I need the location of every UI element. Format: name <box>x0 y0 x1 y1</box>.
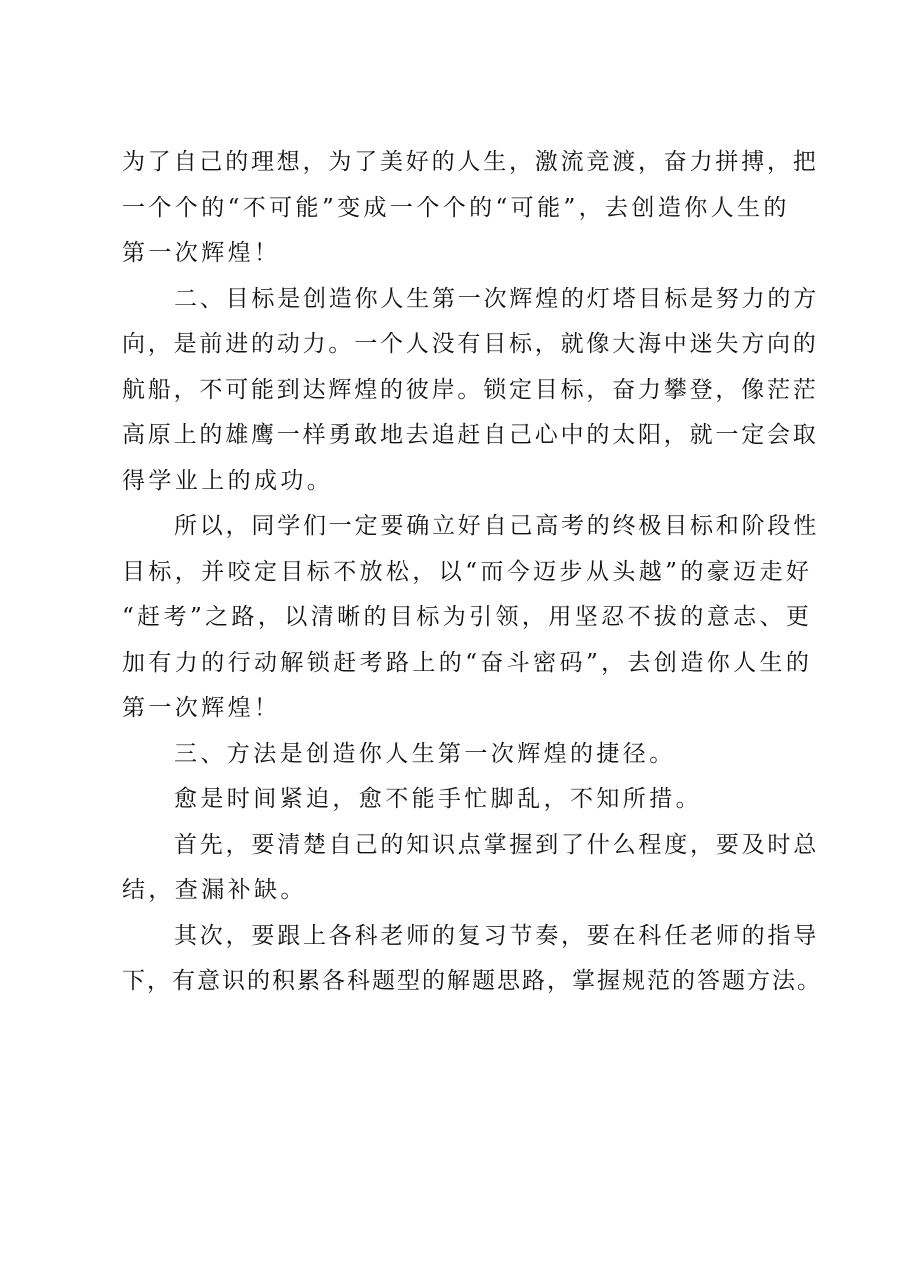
text-line: 得学业上的成功。 <box>122 467 334 494</box>
text-line: 下，有意识的积累各科题型的解题思路，掌握规范的答题方法。 <box>122 968 822 994</box>
text-line: 二、目标是创造你人生第一次辉煌的灯塔目标是努力的方 <box>174 285 819 312</box>
text-line: 其次，要跟上各科老师的复习节奏，要在科任老师的指导 <box>174 922 819 949</box>
text-line: 目标，并咬定目标不放松，以“而今迈步从头越”的豪迈走好 <box>122 558 813 585</box>
text-line: 加有力的行动解锁赶考路上的“奋斗密码”，去创造你人生的 <box>122 649 813 676</box>
text-line: 结，查漏补缺。 <box>122 877 307 903</box>
text-line: 高原上的雄鹰一样勇敢地去追赶自己心中的太阳，就一定会取 <box>122 422 819 448</box>
document-body <box>122 140 822 1005</box>
text-line: 为了自己的理想，为了美好的人生，激流竞渡，奋力拼搏，把 <box>122 149 819 175</box>
text-line: 首先，要清楚自己的知识点掌握到了什么程度，要及时总 <box>174 831 819 858</box>
text-line: 愈是时间紧迫，愈不能手忙脚乱，不知所措。 <box>174 786 702 812</box>
text-line: “赶考”之路，以清晰的目标为引领，用坚忍不拔的意志、更 <box>122 604 813 630</box>
text-line: 第一次辉煌！ <box>122 695 281 721</box>
text-line: 三、方法是创造你人生第一次辉煌的捷径。 <box>174 740 676 767</box>
text-line: 航船，不可能到达辉煌的彼岸。锁定目标，奋力攀登，像茫茫 <box>122 376 819 403</box>
text-line: 第一次辉煌！ <box>122 240 281 266</box>
text-line: 向，是前进的动力。一个人没有目标，就像大海中迷失方向的 <box>122 331 819 357</box>
text-line: 一个个的“不可能”变成一个个的“可能”，去创造你人生的 <box>122 194 790 221</box>
text-line: 所以，同学们一定要确立好自己高考的终极目标和阶段性 <box>174 513 819 539</box>
